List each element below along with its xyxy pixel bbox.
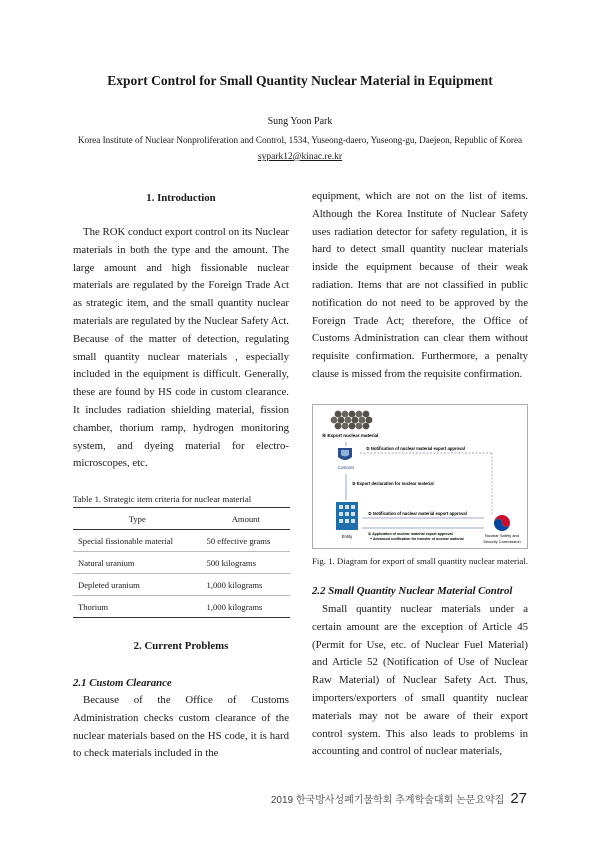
section-heading-introduction: 1. Introduction xyxy=(146,192,216,204)
step-3-label: ③ Export declaration for nuclear material xyxy=(352,481,434,486)
table-cell-amount: 50 effective grams xyxy=(202,530,290,552)
figure-caption: Fig. 1. Diagram for export of small quantity nuclear material. xyxy=(312,556,528,566)
introduction-body xyxy=(73,224,289,473)
page-number: 27 xyxy=(510,790,527,807)
custom-clearance-body xyxy=(73,692,289,763)
table-row xyxy=(73,596,290,618)
table-cell-type: Depleted uranium xyxy=(73,574,202,596)
custom-clearance-continued-paragraph: equipment, which are not on the list of items. Although the Korea Institute of Nuclear Safety uses radiation detector for safety regulation, it is hard to detect small quantity nuclear materials inside the equipment because of their weak radiation. Items that are not classified in public notification do not need to be approved by the Foreign Trade Act; therefore, the Office of Customs Administration can clear them without requisite confirmation. Furthermore, a penalty clause is missed from the requisite confirmation. xyxy=(312,190,528,380)
table-cell-type: Special fissionable material xyxy=(73,530,202,552)
export-diagram-figure xyxy=(312,404,528,549)
right-column-body xyxy=(312,188,528,384)
strategic-item-table xyxy=(73,507,290,618)
small-quantity-paragraph: Small quantity nuclear materials under a certain amount are the exception of Article 45 (Permit for Use, etc. of Nuclear Fuel Material) and Article 52 (Notification of Use of Nuclear Raw Material) of Nuclear Safety Act. Thus, importers/exporters of small quantity nuclear materials may not be aware of their export control system. This also leads to problems in accounting and control of nuclear materials, xyxy=(312,603,528,758)
customs-emblem-icon xyxy=(338,448,352,460)
subsection-heading-custom-clearance: 2.1 Custom Clearance xyxy=(73,677,172,689)
affiliation: Korea Institute of Nuclear Nonproliferation and Control, 1534, Yuseong-daero, Yuseong-gu, Daejeon, Republic of Korea xyxy=(77,135,523,145)
table-caption: Table 1. Strategic item criteria for nuclear material xyxy=(73,494,252,504)
step-4-label: ④ Export nuclear material xyxy=(322,433,379,438)
author-email[interactable]: sypark12@kinac.re.kr xyxy=(257,152,343,162)
table-header-amount: Amount xyxy=(202,508,290,530)
table-cell-type: Natural uranium xyxy=(73,552,202,574)
table-cell-type: Thorium xyxy=(73,596,202,618)
introduction-paragraph: The ROK conduct export control on its Nuclear materials in both the type and the amount. The large amount and high fissionable nuclear materials are regulated by the Foreign Trade Act as strategic item, and the small quantity nuclear materials are regulated by the Nuclear Safety Act. Because of the matter of detection, regulating small quantity nuclear materials , especially included in the equipment is difficult. Generally, these are found by HS code in custom clearance. It includes radiation shielding material, fission chamber, thorium ramp, hydrogen monitoring system, and dyeing material for electro-microscopes, etc. xyxy=(73,226,289,470)
table-row xyxy=(73,530,290,552)
step-1-sublabel: + Advanced notification for transfer of nuclear material xyxy=(370,537,464,541)
conference-name: 2019 한국방사성폐기물학회 추계학술대회 논문요약집 xyxy=(270,795,505,806)
entity-building-icon xyxy=(336,502,358,530)
table-row xyxy=(73,552,290,574)
table-cell-amount: 1,000 kilograms xyxy=(202,574,290,596)
step-2b-label: ② Notification of nuclear material export approval xyxy=(368,511,467,516)
table-cell-amount: 500 kilograms xyxy=(202,552,290,574)
entity-label: Entity xyxy=(341,534,353,539)
table-header-row xyxy=(73,508,290,530)
section-heading-current-problems: 2. Current Problems xyxy=(133,640,229,652)
table-header-type: Type xyxy=(73,508,202,530)
small-quantity-body xyxy=(312,601,528,761)
subsection-heading-small-quantity: 2.2 Small Quantity Nuclear Material Control xyxy=(312,585,513,597)
step-1-label: ① Application of nuclear material export approval xyxy=(368,532,453,536)
page-footer xyxy=(271,790,527,807)
paper-title: Export Control for Small Quantity Nuclear Material in Equipment xyxy=(107,73,493,88)
nssc-emblem-icon xyxy=(494,515,510,531)
author-name: Sung Yoon Park xyxy=(267,116,333,127)
customs-label: Customs xyxy=(337,465,355,470)
nssc-label-line2: Security Commission xyxy=(483,539,521,544)
table-cell-amount: 1,000 kilograms xyxy=(202,596,290,618)
custom-clearance-paragraph: Because of the Office of Customs Administration checks custom clearance of the nuclear materials based on the HS code, it is hard to check materials included in the xyxy=(73,694,289,760)
step-2-label: ② Notification of nuclear material export approval xyxy=(366,446,465,451)
nssc-label-line1: Nuclear Safety and xyxy=(484,533,520,538)
table-row xyxy=(73,574,290,596)
